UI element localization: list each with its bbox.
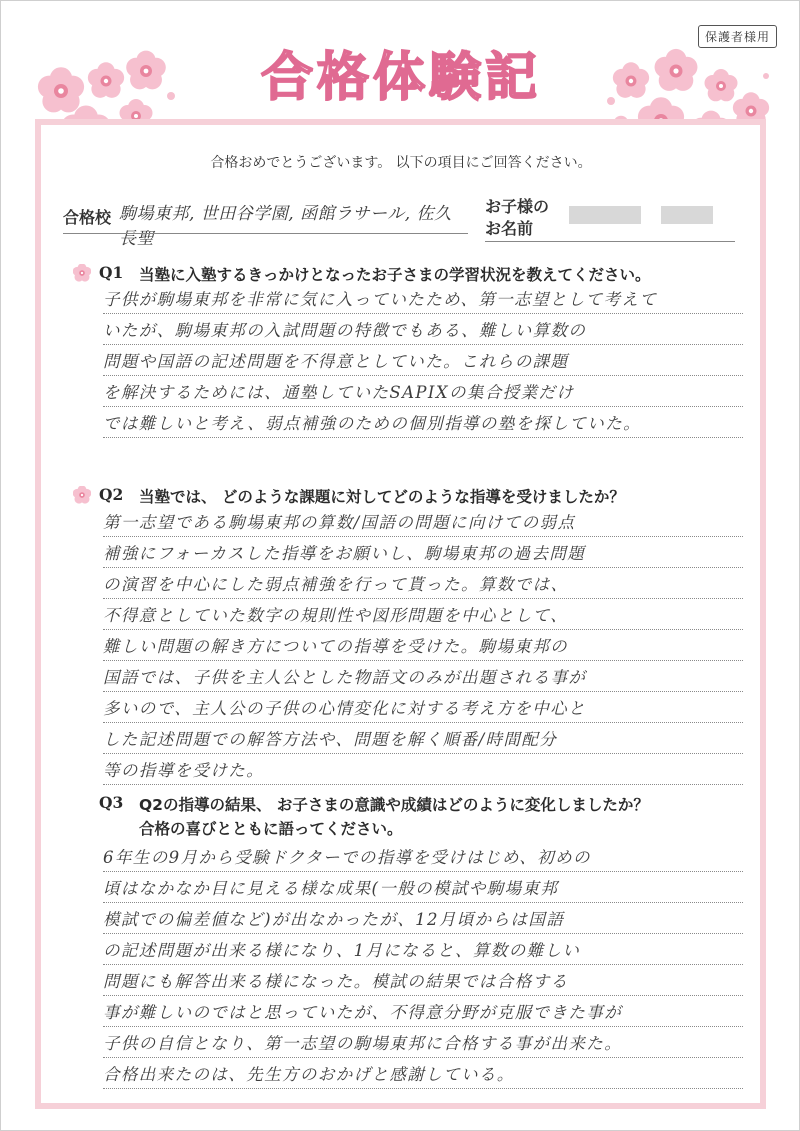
q2-answer[interactable]: [103, 506, 743, 785]
answer-line: 問題にも解答出来る様になった。模試の結果では合格する: [103, 965, 743, 996]
school-label: 合格校: [63, 208, 112, 227]
school-underline: [63, 233, 468, 234]
greeting-text: 合格おめでとうございます。 以下の項目にご回答ください。: [210, 155, 592, 171]
q1-number: Q1: [99, 263, 124, 282]
sakura-bullet-icon: [73, 264, 91, 282]
answer-line: の演習を中心にした弱点補強を行って貰った。算数では、: [103, 568, 743, 599]
answer-line: 等の指導を受けた。: [103, 754, 743, 785]
answer-line: では難しいと考え、弱点補強のための個別指導の塾を探していた。: [103, 407, 743, 438]
q3-question-line1: Q2の指導の結果、 お子さまの意識や成績はどのように変化しましたか？: [139, 796, 649, 814]
answer-line: 国語では、子供を主人公とした物語文のみが出題される事が: [103, 661, 743, 692]
child-name-label: [485, 196, 549, 240]
q3-answer[interactable]: [103, 841, 743, 1089]
answer-line: 合格出来たのは、先生方のおかげと感謝している。: [103, 1058, 743, 1089]
name-underline: [485, 241, 735, 242]
answer-line: 模試での偏差値など)が出なかったが、12月頃からは国語: [103, 903, 743, 934]
answer-line: 6年生の9月から受験ドクターでの指導を受けはじめ、初めの: [103, 841, 743, 872]
answer-line: 事が難しいのではと思っていたが、不得意分野が克服できた事が: [103, 996, 743, 1027]
q3-question-line2: 合格の喜びとともに語ってください。: [139, 820, 403, 838]
child-name-label-line1: お子様の: [485, 197, 550, 216]
answer-line: した記述問題での解答方法や、問題を解く順番/時間配分: [103, 723, 743, 754]
name-redacted-1: [569, 206, 641, 224]
answer-line: の記述問題が出来る様になり、1月になると、算数の難しい: [103, 934, 743, 965]
q1-answer[interactable]: [103, 283, 743, 438]
page-title: 合格体験記: [260, 47, 541, 108]
answer-line: 多いので、主人公の子供の心情変化に対する考え方を中心と: [103, 692, 743, 723]
q1-question: 当塾に入塾するきっかけとなったお子さまの学習状況を教えてください。: [139, 266, 651, 284]
answer-line: 子供の自信となり、第一志望の駒場東邦に合格する事が出来た。: [103, 1027, 743, 1058]
parent-use-badge: 保護者様用: [698, 25, 777, 48]
answer-line: 子供が駒場東邦を非常に気に入っていたため、第一志望として考えて: [103, 283, 743, 314]
answer-line: を解決するためには、通塾していたSAPIXの集合授業だけ: [103, 376, 743, 407]
q3-number: Q3: [99, 793, 124, 812]
school-value[interactable]: 駒場東邦, 世田谷学園, 函館ラサール, 佐久長聖: [119, 204, 452, 249]
child-name-label-line2: お名前: [485, 219, 534, 238]
q2-number: Q2: [99, 485, 124, 504]
answer-line: 問題や国語の記述問題を不得意としていた。これらの課題: [103, 345, 743, 376]
answer-line: 補強にフォーカスした指導をお願いし、駒場東邦の過去問題: [103, 537, 743, 568]
answer-line: 不得意としていた数字の規則性や図形問題を中心として、: [103, 599, 743, 630]
q3-heading: [73, 793, 649, 841]
answer-line: 第一志望である駒場東邦の算数/国語の問題に向けての弱点: [103, 506, 743, 537]
q3-question: [139, 793, 649, 841]
name-redacted-2: [661, 206, 713, 224]
answer-line: 頃はなかなか目に見える様な成果(一般の模試や駒場東邦: [103, 872, 743, 903]
answer-line: 難しい問題の解き方についての指導を受けた。駒場東邦の: [103, 630, 743, 661]
sakura-bullet-icon: [73, 486, 91, 504]
answer-line: いたが、駒場東邦の入試問題の特徴でもある、難しい算数の: [103, 314, 743, 345]
q2-question: 当塾では、 どのような課題に対してどのような指導を受けましたか？: [139, 488, 625, 506]
